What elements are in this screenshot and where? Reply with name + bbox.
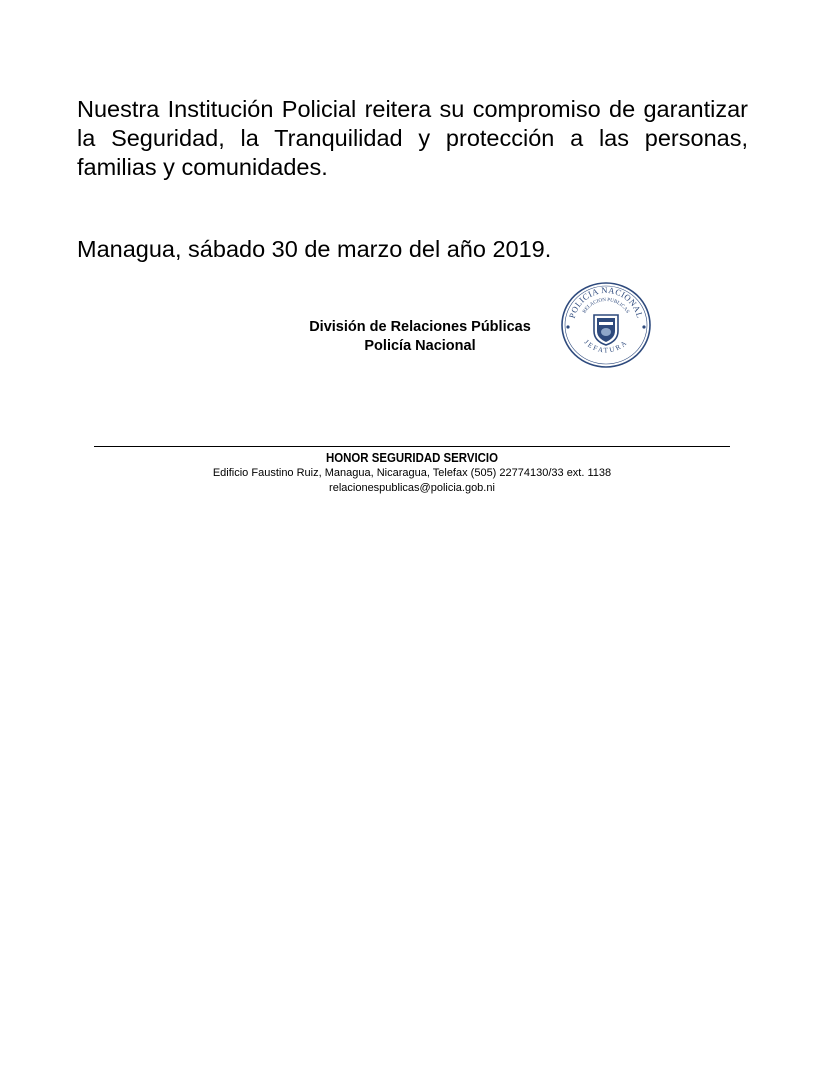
- footer-email: relacionespublicas@policia.gob.ni: [329, 482, 495, 494]
- police-seal-logo: [558, 281, 654, 369]
- seal-bottom-text: JEFATURA: [582, 338, 630, 355]
- svg-text:RELACION PUBLICAS: [582, 298, 629, 315]
- shield-icon: [594, 315, 618, 345]
- footer: [94, 450, 730, 496]
- signature-block: [270, 318, 570, 356]
- footer-divider: [94, 446, 730, 447]
- footer-address: Edificio Faustino Ruiz, Managua, Nicaragua, Telefax (505) 22774130/33 ext. 1138: [212, 467, 612, 479]
- seal-inner-text: RELACION PUBLICAS: [582, 297, 630, 315]
- seal-star-right-icon: [642, 325, 645, 328]
- seal-outer-text: POLICIA NACIONAL: [566, 284, 646, 320]
- seal-star-left-icon: [566, 325, 569, 328]
- footer-motto: HONOR SEGURIDAD SERVICIO: [325, 450, 499, 465]
- dateline: Managua, sábado 30 de marzo del año 2019.: [77, 236, 552, 262]
- body-paragraph: Nuestra Institución Policial reitera su compromiso de garantizar la Seguridad, la Tranquilidad y protección a las personas, familias y comunidades.: [77, 96, 748, 180]
- signature-institution: Policía Nacional: [364, 338, 476, 354]
- signature-division: División de Relaciones Públicas: [309, 319, 531, 335]
